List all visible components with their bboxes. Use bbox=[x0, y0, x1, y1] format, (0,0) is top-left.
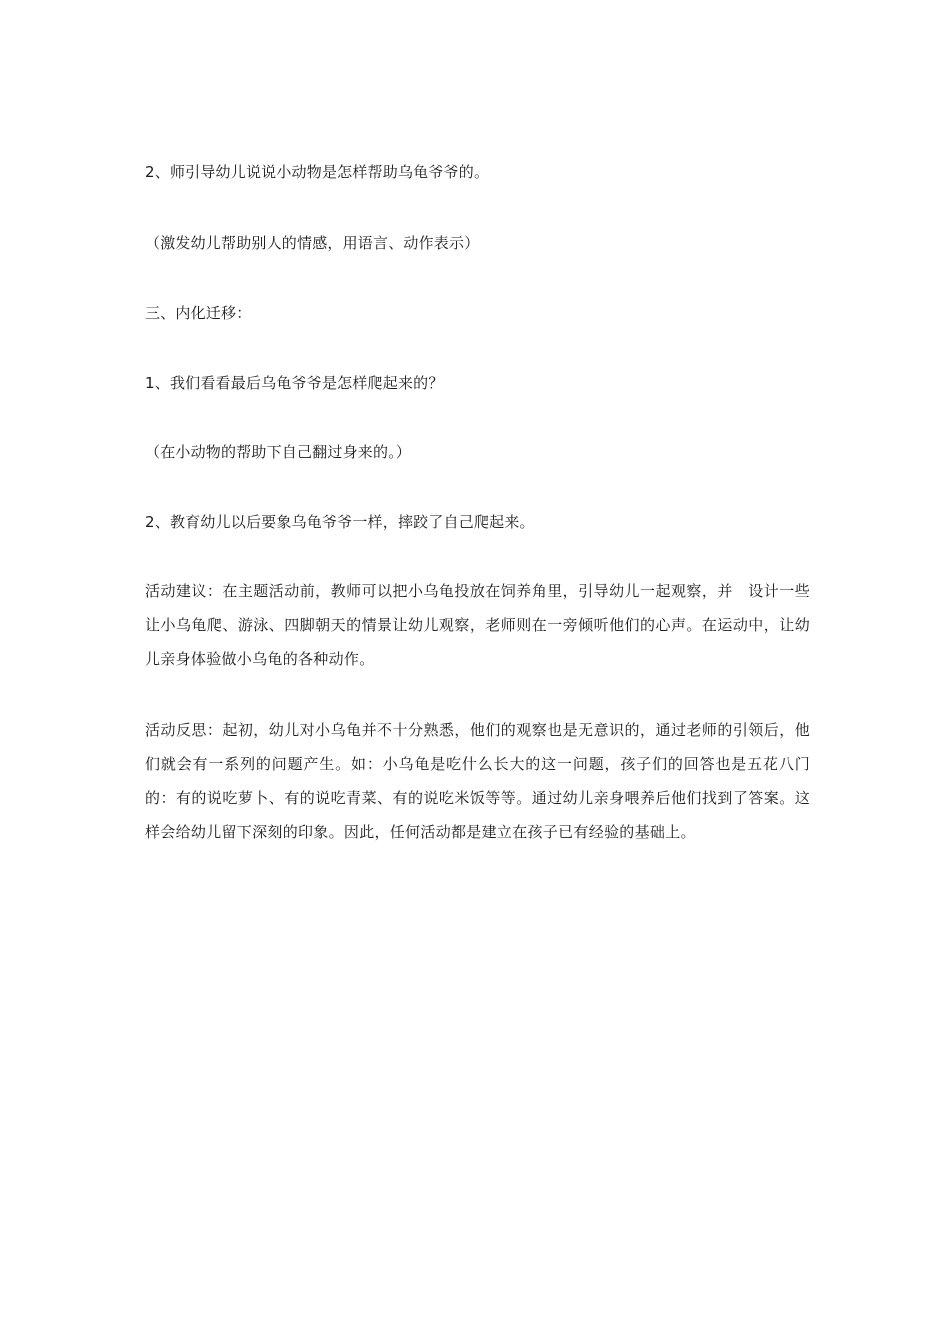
step-2-guide-line: 2、师引导幼儿说说小动物是怎样帮助乌龟爷爷的。 bbox=[145, 163, 490, 181]
step-1-question-line: 1、我们看看最后乌龟爷爷是怎样爬起来的？ bbox=[145, 374, 444, 392]
note-answer-line: （在小动物的帮助下自己翻过身来的。） bbox=[145, 443, 412, 461]
activity-reflection-paragraph: 活动反思：起初，幼儿对小乌龟并不十分熟悉，他们的观察也是无意识的，通过老师的引领后，他们就会有一系列的问题产生。如：小乌龟是吃什么长大的这一问题，孩子们的回答也是五花八门的：有的说吃萝卜、有的说吃青菜、有的说吃米饭等等。通过幼儿亲身喂养后他们找到了答案。这样会给幼儿留下深刻的印象。因此，任何活动都是建立在孩子已有经验的基础上。 bbox=[145, 721, 810, 841]
note-emotion-line: （激发幼儿帮助别人的情感，用语言、动作表示） bbox=[145, 234, 480, 252]
step-2-education-line: 2、教育幼儿以后要象乌龟爷爷一样，摔跤了自己爬起来。 bbox=[145, 513, 535, 531]
section-heading-internalize: 三、内化迁移： bbox=[145, 304, 252, 322]
activity-suggestion-paragraph: 活动建议：在主题活动前，教师可以把小乌龟投放在饲养角里，引导幼儿一起观察，并 设计一些让小乌龟爬、游泳、四脚朝天的情景让幼儿观察，老师则在一旁倾听他们的心声。在运动中，让幼儿亲身体验做小乌龟的各种动作。 bbox=[145, 582, 810, 668]
